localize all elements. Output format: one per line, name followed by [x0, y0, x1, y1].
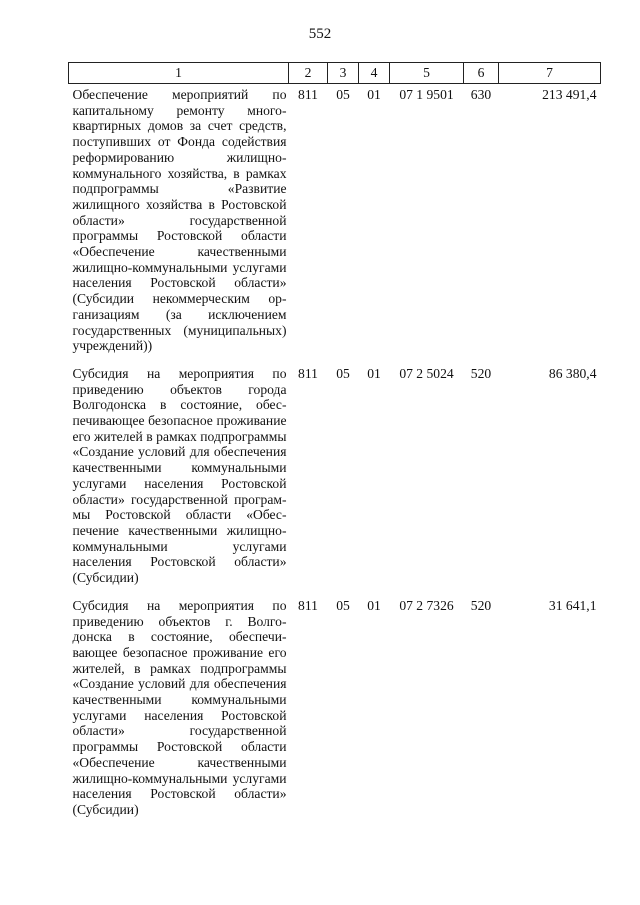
ministry-code: 811: [298, 87, 318, 102]
row-description: Обеспечение мероприятий по капитальному ремонту многоквартирных домов за счет средств, поступивших от Фонда содействия реформированию жилищно-коммунального хозяйства, в рамках подпрограммы «Развитие жилищного хозяйства в Ростовской области» государственной программы Ростовской области «Обеспечение качественными жилищно-коммунальными услугами населения Ростовской области» (Субсидии некоммерческим организациям (за исключением государственных (муниципальных) учреждений)): [72, 87, 287, 354]
amount: 86 380,4: [548, 365, 597, 381]
column-header-3: 3: [328, 63, 359, 84]
table-row: [69, 84, 601, 363]
ministry-code: 811: [298, 365, 318, 381]
column-header-4: 4: [359, 63, 390, 84]
page-number: 552: [308, 26, 332, 42]
subsection-code: 01: [367, 365, 381, 381]
expense-type-code: 520: [470, 365, 492, 381]
column-header-5: 5: [390, 63, 464, 84]
column-header-6: 6: [464, 63, 499, 84]
section-code: 05: [336, 365, 350, 381]
column-header-1: 1: [69, 63, 289, 84]
subsection-code: 01: [367, 87, 381, 102]
column-number-header-row: [69, 63, 601, 84]
table-row: [69, 363, 601, 595]
column-header-7: 7: [499, 63, 601, 84]
section-code: 05: [336, 87, 350, 102]
table-row: [69, 595, 601, 827]
column-header-2: 2: [289, 63, 328, 84]
target-article-code: 07 2 7326: [399, 597, 454, 613]
amount: 31 641,1: [548, 597, 597, 613]
expense-type-code: 520: [470, 597, 492, 613]
budget-table: [68, 62, 601, 827]
row-description: Субсидия на мероприятия по приведению объектов г. Волгодонска в состояние, обеспечивающее безопасное проживание его жителей, в рамках подпрограммы «Создание условий для обеспечения качественными коммунальными услугами населения Ростовской области» государственной программы Ростовской области «Обеспечение качественными жилищно-коммунальными услугами населения Ростовской области» (Субсидии): [72, 597, 287, 817]
ministry-code: 811: [298, 597, 318, 613]
amount: 213 491,4: [542, 87, 597, 102]
target-article-code: 07 2 5024: [399, 365, 454, 381]
expense-type-code: 630: [470, 87, 492, 102]
subsection-code: 01: [367, 597, 381, 613]
target-article-code: 07 1 9501: [399, 87, 454, 102]
row-description: Субсидия на мероприятия по приведению объектов города Волгодонска в состояние, обеспечивающее безопасное проживание его жителей в рамках подпрограммы «Создание условий для обеспечения качественными коммунальными услугами населения Ростовской области» государственной программы Ростовской области «Обеспечение качественными жилищно-коммунальными услугами населения Ростовской области» (Субсидии): [72, 365, 287, 586]
section-code: 05: [336, 597, 350, 613]
